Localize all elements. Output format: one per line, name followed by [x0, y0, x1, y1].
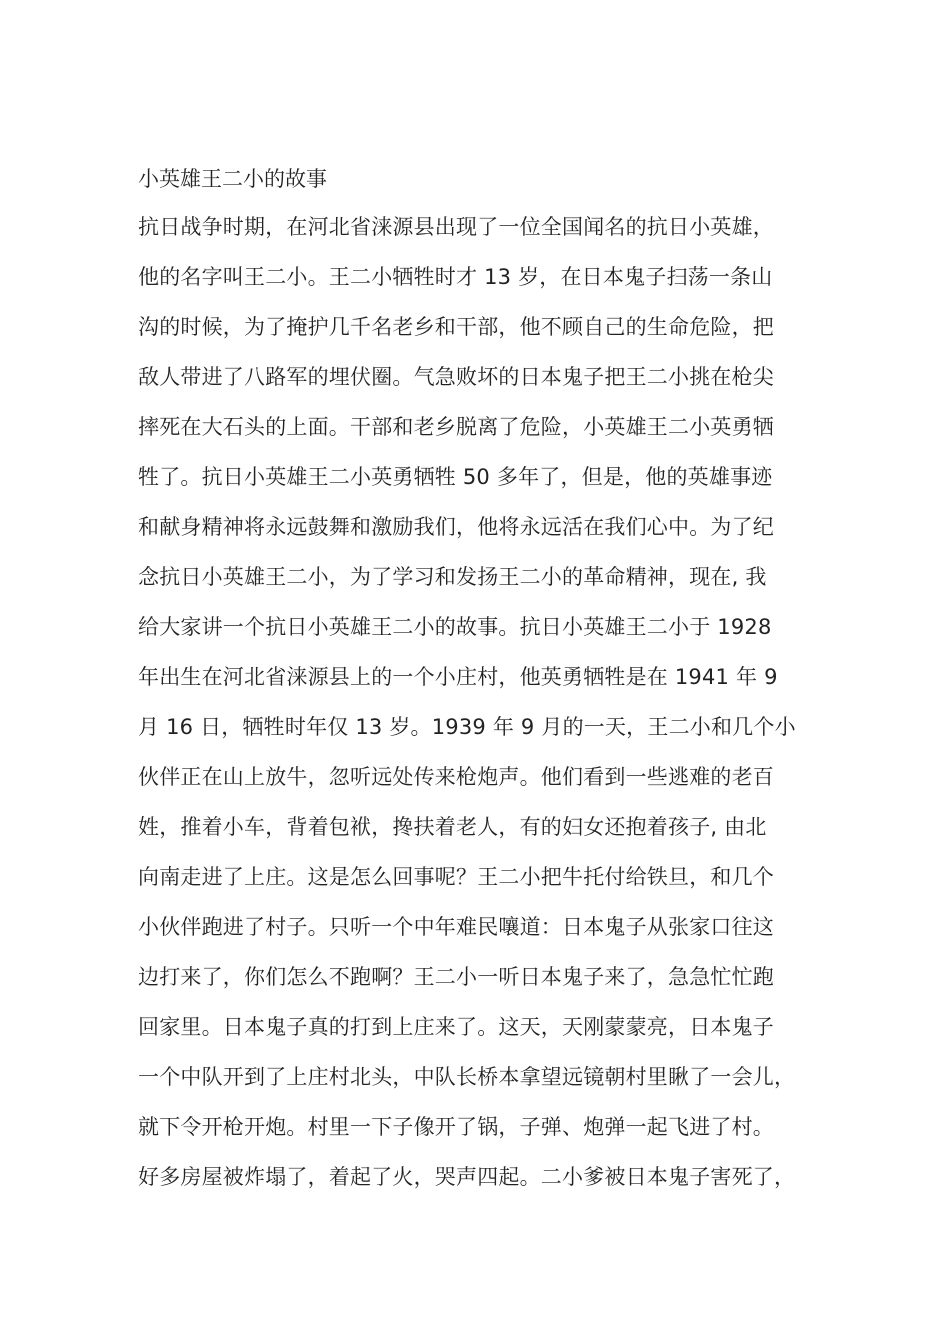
body-line: 好多房屋被炸塌了，着起了火，哭声四起。二小爹被日本鬼子害死了，: [138, 1165, 796, 1189]
body-line: 摔死在大石头的上面。干部和老乡脱离了危险，小英雄王二小英勇牺: [138, 415, 774, 439]
body-line: 沟的时候，为了掩护几千名老乡和干部，他不顾自己的生命危险，把: [138, 315, 774, 339]
document-title: 小英雄王二小的故事: [138, 167, 327, 191]
body-line: 牲了。抗日小英雄王二小英勇牺牲 50 多年了，但是，他的英雄事迹: [138, 465, 773, 489]
body-line: 伙伴正在山上放牛，忽听远处传来枪炮声。他们看到一些逃难的老百: [138, 765, 774, 789]
body-line: 一个中队开到了上庄村北头，中队长桥本拿望远镜朝村里瞅了一会儿，: [138, 1065, 796, 1089]
body-line: 和献身精神将永远鼓舞和激励我们，他将永远活在我们心中。为了纪: [138, 515, 774, 539]
document-body: [138, 210, 828, 1210]
body-line: 年出生在河北省涞源县上的一个小庄村，他英勇牺牲是在 1941 年 9: [138, 665, 778, 689]
body-line: 给大家讲一个抗日小英雄王二小的故事。抗日小英雄王二小于 1928: [138, 615, 772, 639]
body-line: 回家里。日本鬼子真的打到上庄来了。这天，天刚蒙蒙亮，日本鬼子: [138, 1015, 774, 1039]
body-line: 边打来了，你们怎么不跑啊？王二小一听日本鬼子来了，急急忙忙跑: [138, 965, 774, 989]
body-line: 向南走进了上庄。这是怎么回事呢？王二小把牛托付给铁旦，和几个: [138, 865, 774, 889]
body-line: 敌人带进了八路军的埋伏圈。气急败坏的日本鬼子把王二小挑在枪尖: [138, 365, 774, 389]
body-line: 姓，推着小车，背着包袱，搀扶着老人，有的妇女还抱着孩子, 由北: [138, 815, 767, 839]
body-line: 念抗日小英雄王二小，为了学习和发扬王二小的革命精神，现在, 我: [138, 565, 767, 589]
body-line: 他的名字叫王二小。王二小牺牲时才 13 岁，在日本鬼子扫荡一条山: [138, 265, 773, 289]
body-line: 小伙伴跑进了村子。只听一个中年难民嚷道：日本鬼子从张家口往这: [138, 915, 774, 939]
body-line: 就下令开枪开炮。村里一下子像开了锅，子弹、炮弹一起飞进了村。: [138, 1115, 774, 1139]
body-line: 抗日战争时期，在河北省涞源县出现了一位全国闻名的抗日小英雄，: [138, 215, 774, 239]
body-line: 月 16 日，牺牲时年仅 13 岁。1939 年 9 月的一天，王二小和几个小: [138, 715, 796, 739]
